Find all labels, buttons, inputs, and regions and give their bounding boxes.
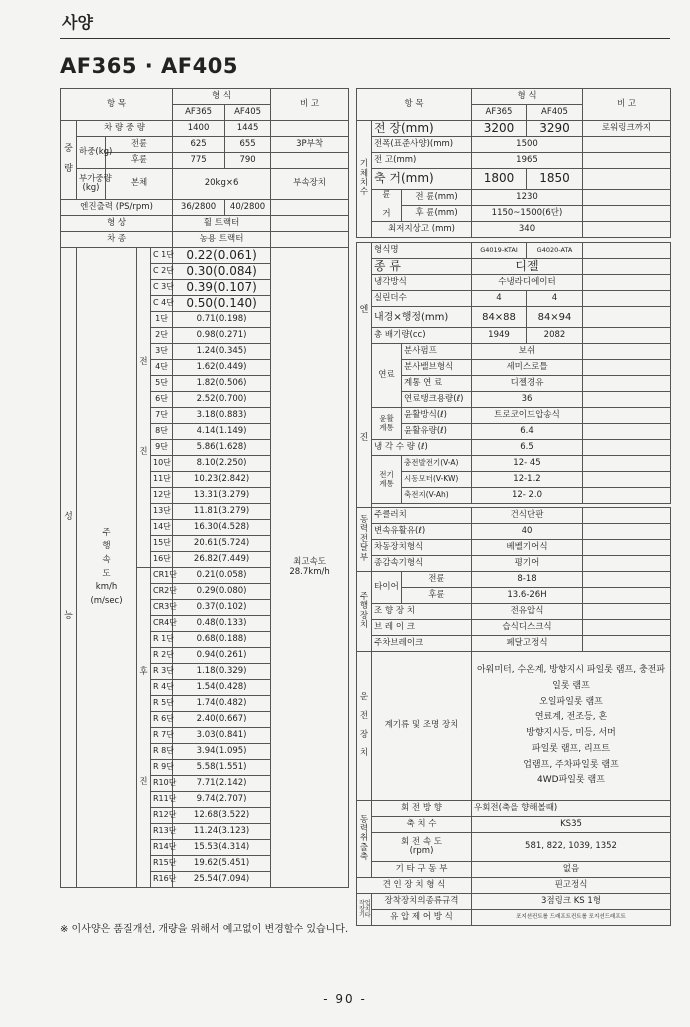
footnote: ※ 이사양은 품질개선, 개량을 위해서 예고없이 변경할수 있습니다. xyxy=(60,924,349,935)
cooling-value: 수냉라디에이터 xyxy=(472,275,583,291)
speed-value: 12.68(3.522) xyxy=(173,808,271,824)
reverse-label-1: 후 xyxy=(139,667,148,678)
form-label: 형 상 xyxy=(61,216,173,232)
generator-value: 12- 45 xyxy=(472,456,583,472)
gear-label: CR2단 xyxy=(151,584,173,600)
pto-shaft-value: KS35 xyxy=(472,817,671,833)
elec-side-label: 전기 계통 xyxy=(372,456,402,504)
battery-label: 축전지(V-Ah) xyxy=(402,488,472,504)
gear-label: R 3단 xyxy=(151,664,173,680)
speed-value: 1.24(0.345) xyxy=(173,344,271,360)
speed-value: 2.52(0.700) xyxy=(173,392,271,408)
ballast-body-value: 20kg×6 xyxy=(173,169,271,200)
bore-stroke-v1: 84×88 xyxy=(472,307,527,328)
speed-value: 0.30(0.084) xyxy=(173,264,271,280)
cooling-note xyxy=(583,275,671,291)
length-v2: 3290 xyxy=(527,121,583,137)
fuel-side-label: 연료 xyxy=(372,344,402,408)
speed-value: 3.94(1.095) xyxy=(173,744,271,760)
implement-group-label: 작업 장치 기타 xyxy=(357,894,372,926)
speed-value: 26.82(7.449) xyxy=(173,552,271,568)
implement-hyd-label: 유 압 제 어 방 식 xyxy=(372,910,472,926)
bore-stroke-label: 내경×행정(mm) xyxy=(372,307,472,328)
engine-model-note xyxy=(583,243,671,259)
clutch-label: 주클러치 xyxy=(372,508,472,524)
gear-label: R 7단 xyxy=(151,728,173,744)
gear-label: 9단 xyxy=(151,440,173,456)
speed-value: 0.39(0.107) xyxy=(173,280,271,296)
gear-label: C 3단 xyxy=(151,280,173,296)
speed-value: 13.31(3.279) xyxy=(173,488,271,504)
right-head-item: 항 목 xyxy=(357,89,472,121)
generator-label: 충전발전기(V-A) xyxy=(402,456,472,472)
bore-stroke-v2: 84×94 xyxy=(527,307,583,328)
gear-label: R10단 xyxy=(151,776,173,792)
starter-value: 12-1.2 xyxy=(472,472,583,488)
length-v1: 3200 xyxy=(472,121,527,137)
speed-value: 5.58(1.551) xyxy=(173,760,271,776)
left-head-model2: AF405 xyxy=(225,105,271,121)
vehicle-weight-v1: 1400 xyxy=(173,121,225,137)
implement-type-label: 장착장치의종류규격 xyxy=(372,894,472,910)
pto-other-value: 없음 xyxy=(472,862,671,878)
fuel-kind-label: 계통 연 료 xyxy=(402,376,472,392)
right-head-type: 형 식 xyxy=(472,89,583,105)
gear-label: 12단 xyxy=(151,488,173,504)
fuel-kind-note xyxy=(583,376,671,392)
speed-value: 0.50(0.140) xyxy=(173,296,271,312)
pto-dir-value: 우회전(축을 향해볼때) xyxy=(472,801,671,817)
bore-stroke-note xyxy=(583,307,671,328)
gear-label: 1단 xyxy=(151,312,173,328)
engine-output-v2: 40/2800 xyxy=(225,200,271,216)
ballast-body-note: 부속장치 xyxy=(271,169,349,200)
gear-label: R 1단 xyxy=(151,632,173,648)
width-label: 전폭(표준사양)(mm) xyxy=(372,137,472,153)
form-value: 휠 트랙터 xyxy=(173,216,271,232)
cooling-label: 냉각방식 xyxy=(372,275,472,291)
forward-label-2: 진 xyxy=(139,446,148,457)
gear-label: 2단 xyxy=(151,328,173,344)
height-label: 전 고(mm) xyxy=(372,153,472,169)
gear-label: 7단 xyxy=(151,408,173,424)
form-note xyxy=(271,216,349,232)
left-head-note: 비 고 xyxy=(271,89,349,121)
width-value: 1500 xyxy=(472,137,583,153)
speed-value: 0.29(0.080) xyxy=(173,584,271,600)
diff-value: 베벨기어식 xyxy=(472,540,583,556)
parking-label: 주차브레이크 xyxy=(372,636,472,652)
weight-group-label: 중 량 xyxy=(61,121,77,200)
tire-front-note xyxy=(583,572,671,588)
gear-label: R12단 xyxy=(151,808,173,824)
power-group-label: 동 력 전 달 부 xyxy=(357,508,372,572)
implement-hyd-value: 포지션컨트롤 드래프트컨트롤 포지션드래프트 xyxy=(472,910,671,926)
final-drive-note xyxy=(583,556,671,572)
speed-value: 1.82(0.506) xyxy=(173,376,271,392)
trans-oil-label: 변속유활유(ℓ) xyxy=(372,524,472,540)
lights-group-label: 운 전 장 치 xyxy=(357,652,372,801)
speed-value: 11.24(3.123) xyxy=(173,824,271,840)
wheelbase-v1: 1800 xyxy=(472,169,527,190)
gear-label: 14단 xyxy=(151,520,173,536)
tread-front-label: 전 륜(mm) xyxy=(402,190,472,206)
engine-output-label: 엔진출력 (PS/rpm) xyxy=(61,200,173,216)
speed-value: 8.10(2.250) xyxy=(173,456,271,472)
fuel-nozzle-value: 세미스로틀 xyxy=(472,360,583,376)
displacement-v1: 1949 xyxy=(472,328,527,344)
section-title: 사양 xyxy=(62,13,93,32)
fuel-tank-value: 36 xyxy=(472,392,583,408)
tire-rear-label: 후륜 xyxy=(402,588,472,604)
speed-value: 3.03(0.841) xyxy=(173,728,271,744)
kind-label: 차 종 xyxy=(61,232,173,248)
tread-rear-value: 1150~1500(6단) xyxy=(472,206,583,222)
left-head-row xyxy=(61,89,349,105)
battery-note xyxy=(583,488,671,504)
gear-label: R 2단 xyxy=(151,648,173,664)
displacement-note xyxy=(583,328,671,344)
height-value: 1965 xyxy=(472,153,583,169)
speed-value: 20.61(5.724) xyxy=(173,536,271,552)
implement-type-value: 3점링크 KS 1형 xyxy=(472,894,671,910)
gear-label: 13단 xyxy=(151,504,173,520)
tread-front-note xyxy=(583,190,671,206)
gear-label: R 8단 xyxy=(151,744,173,760)
fuel-nozzle-label: 분사밸브형식 xyxy=(402,360,472,376)
page-number: - 90 - xyxy=(323,992,367,1006)
steering-note xyxy=(583,604,671,620)
vehicle-weight-label: 차 량 중 량 xyxy=(77,121,173,137)
pto-dir-label: 회 전 방 향 xyxy=(372,801,472,817)
right-head-model2: AF405 xyxy=(527,105,583,121)
tread-rear-note xyxy=(583,206,671,222)
left-head-item: 항 목 xyxy=(61,89,173,121)
cylinders-note xyxy=(583,291,671,307)
left-head-type: 형 식 xyxy=(173,89,271,105)
lub-side-label: 윤활 계통 xyxy=(372,408,402,440)
engine-group-label: 엔 진 xyxy=(357,243,372,508)
steering-label: 조 향 장 치 xyxy=(372,604,472,620)
brake-label: 브 레 이 크 xyxy=(372,620,472,636)
lub-capacity-label: 윤활유량(ℓ) xyxy=(402,424,472,440)
displacement-v2: 2082 xyxy=(527,328,583,344)
hitch-label: 견 인 장 치 형 식 xyxy=(357,878,472,894)
lub-method-note xyxy=(583,408,671,424)
wheelbase-note xyxy=(583,169,671,190)
kind-note xyxy=(271,232,349,248)
pto-group-label: 동 력 취 출 축 xyxy=(357,801,372,878)
speed-value: 10.23(2.842) xyxy=(173,472,271,488)
speed-value: 0.94(0.261) xyxy=(173,648,271,664)
speed-value: 19.62(5.451) xyxy=(173,856,271,872)
gear-label: 15단 xyxy=(151,536,173,552)
fuel-tank-note xyxy=(583,392,671,408)
tread-side-label: 륜 거 xyxy=(372,190,402,222)
vehicle-weight-v2: 1445 xyxy=(225,121,271,137)
gear-label: R 9단 xyxy=(151,760,173,776)
engine-type-note xyxy=(583,259,671,275)
tire-front-value: 8-18 xyxy=(472,572,583,588)
speed-value: 0.68(0.188) xyxy=(173,632,271,648)
front-load-note: 3P부착 xyxy=(271,137,349,153)
final-drive-label: 종감속기형식 xyxy=(372,556,472,572)
fuel-tank-label: 연료탱크용량(ℓ) xyxy=(402,392,472,408)
gear-label: R14단 xyxy=(151,840,173,856)
speed-value: 5.86(1.628) xyxy=(173,440,271,456)
tire-rear-note xyxy=(583,588,671,604)
gear-label: 8단 xyxy=(151,424,173,440)
engine-model-label: 형식명 xyxy=(372,243,472,259)
right-head-note: 비 고 xyxy=(583,89,671,121)
rear-load-label: 후륜 xyxy=(106,153,173,169)
pto-speed-value: 581, 822, 1039, 1352 xyxy=(472,833,671,862)
left-spec-table xyxy=(60,88,349,888)
lub-method-value: 트로코이드압송식 xyxy=(472,408,583,424)
gear-label: R13단 xyxy=(151,824,173,840)
cylinders-v2: 4 xyxy=(527,291,583,307)
model-title: AF365 · AF405 xyxy=(60,54,238,78)
pto-speed-label: 회 전 속 도 (rpm) xyxy=(372,833,472,862)
clearance-value: 340 xyxy=(472,222,583,238)
wheelbase-v2: 1850 xyxy=(527,169,583,190)
rear-load-note xyxy=(271,153,349,169)
clutch-note xyxy=(583,508,671,524)
tire-rear-value: 13.6-26H xyxy=(472,588,583,604)
rear-load-v1: 775 xyxy=(173,153,225,169)
speed-value: 0.21(0.058) xyxy=(173,568,271,584)
battery-value: 12- 2.0 xyxy=(472,488,583,504)
gear-label: C 4단 xyxy=(151,296,173,312)
parking-note xyxy=(583,636,671,652)
gear-label: R11단 xyxy=(151,792,173,808)
gear-label: 10단 xyxy=(151,456,173,472)
trans-oil-value: 40 xyxy=(472,524,583,540)
speed-value: 1.54(0.428) xyxy=(173,680,271,696)
speed-value: 3.18(0.883) xyxy=(173,408,271,424)
width-note xyxy=(583,137,671,153)
speed-value: 15.53(4.314) xyxy=(173,840,271,856)
fuel-pump-note xyxy=(583,344,671,360)
gear-label: C 2단 xyxy=(151,264,173,280)
max-speed-note: 최고속도 28.7km/h xyxy=(271,248,349,888)
gear-label: 6단 xyxy=(151,392,173,408)
front-load-label: 전륜 xyxy=(106,137,173,153)
gear-label: 5단 xyxy=(151,376,173,392)
brake-note xyxy=(583,620,671,636)
gear-label: CR3단 xyxy=(151,600,173,616)
lub-capacity-note xyxy=(583,424,671,440)
lub-method-label: 윤활방식(ℓ) xyxy=(402,408,472,424)
speed-value: 16.30(4.528) xyxy=(173,520,271,536)
coolant-label: 냉 각 수 량 (ℓ) xyxy=(372,440,472,456)
speed-value: 9.74(2.707) xyxy=(173,792,271,808)
tire-side-label: 타이어 xyxy=(372,572,402,604)
hitch-value: 핀고정식 xyxy=(472,878,671,894)
performance-group-label: 성 능 xyxy=(61,248,77,888)
cylinders-v1: 4 xyxy=(472,291,527,307)
gear-label: 4단 xyxy=(151,360,173,376)
right-head-model1: AF365 xyxy=(472,105,527,121)
coolant-note xyxy=(583,440,671,456)
length-note: 로워링크까지 xyxy=(583,121,671,137)
header-rule xyxy=(60,38,670,39)
tread-front-value: 1230 xyxy=(472,190,583,206)
reverse-label xyxy=(137,568,151,888)
gear-label: 16단 xyxy=(151,552,173,568)
speed-value: 0.71(0.198) xyxy=(173,312,271,328)
speed-value: 1.74(0.482) xyxy=(173,696,271,712)
ballast-body-label: 본체 xyxy=(106,169,173,200)
tire-front-label: 전륜 xyxy=(402,572,472,588)
gear-label: C 1단 xyxy=(151,248,173,264)
starter-label: 시동모터(V-KW) xyxy=(402,472,472,488)
speed-value: 11.81(3.279) xyxy=(173,504,271,520)
brake-value: 습식디스크식 xyxy=(472,620,583,636)
speed-row xyxy=(61,248,349,264)
clearance-label: 최저지상고 (mm) xyxy=(372,222,472,238)
gear-label: CR1단 xyxy=(151,568,173,584)
engine-output-note xyxy=(271,200,349,216)
fuel-nozzle-note xyxy=(583,360,671,376)
pto-shaft-label: 축 치 수 xyxy=(372,817,472,833)
forward-label-1: 전 xyxy=(139,357,148,368)
diff-note xyxy=(583,540,671,556)
clutch-value: 건식단판 xyxy=(472,508,583,524)
lights-label: 계기류 및 조명 장치 xyxy=(372,652,472,801)
gear-label: 3단 xyxy=(151,344,173,360)
fuel-pump-value: 보쉬 xyxy=(472,344,583,360)
engine-model-v2: G4020-ATA xyxy=(527,243,583,259)
coolant-value: 6.5 xyxy=(472,440,583,456)
load-label: 하중(kg) xyxy=(77,137,106,169)
left-head-model1: AF365 xyxy=(173,105,225,121)
clearance-note xyxy=(583,222,671,238)
final-drive-value: 평기어 xyxy=(472,556,583,572)
reverse-label-2: 진 xyxy=(139,776,148,787)
steering-value: 전유압식 xyxy=(472,604,583,620)
lights-value: 아워미터, 수온계, 방향지시 파일롯 램프, 충전파일롯 램프 오일파일롯 램프 연료계, 전조등, 혼 방향지시등, 미등, 서머 파일롯 램프, 리프트 업램프, 주차파일롯 램프 4WD파일롯 램프 xyxy=(472,652,671,801)
engine-type-label: 종 류 xyxy=(372,259,472,275)
engine-output-v1: 36/2800 xyxy=(173,200,225,216)
speed-value: 7.71(2.142) xyxy=(173,776,271,792)
pto-other-label: 기 타 구 동 부 xyxy=(372,862,472,878)
gear-label: CR4단 xyxy=(151,616,173,632)
kind-value: 농용 트랙터 xyxy=(173,232,271,248)
fuel-kind-value: 디젤경유 xyxy=(472,376,583,392)
engine-model-v1: G4019-KTAI xyxy=(472,243,527,259)
trans-oil-note xyxy=(583,524,671,540)
speed-value: 0.98(0.271) xyxy=(173,328,271,344)
rear-load-v2: 790 xyxy=(225,153,271,169)
length-label: 전 장(mm) xyxy=(372,121,472,137)
tread-rear-label: 후 륜(mm) xyxy=(402,206,472,222)
fuel-pump-label: 분사펌프 xyxy=(402,344,472,360)
vehicle-weight-note xyxy=(271,121,349,137)
gear-label: R 5단 xyxy=(151,696,173,712)
speed-value: 1.18(0.329) xyxy=(173,664,271,680)
gear-label: R16단 xyxy=(151,872,173,888)
height-note xyxy=(583,153,671,169)
front-load-v2: 655 xyxy=(225,137,271,153)
wheelbase-label: 축 거(mm) xyxy=(372,169,472,190)
diff-label: 차동장치형식 xyxy=(372,540,472,556)
gear-label: R 4단 xyxy=(151,680,173,696)
speed-value: 0.22(0.061) xyxy=(173,248,271,264)
speed-value: 1.62(0.449) xyxy=(173,360,271,376)
gear-label: 11단 xyxy=(151,472,173,488)
travel-speed-label: 주 행 속 도 km/h (m/sec) xyxy=(77,248,137,888)
body-group-label: 기 체 치 수 xyxy=(357,121,372,238)
running-group-label: 주 행 장 치 xyxy=(357,572,372,652)
parking-value: 페달고정식 xyxy=(472,636,583,652)
speed-value: 25.54(7.094) xyxy=(173,872,271,888)
gear-label: R 6단 xyxy=(151,712,173,728)
right-spec-table xyxy=(356,88,671,926)
displacement-label: 총 배기량(cc) xyxy=(372,328,472,344)
forward-label xyxy=(137,248,151,568)
speed-value: 0.37(0.102) xyxy=(173,600,271,616)
lub-capacity-value: 6.4 xyxy=(472,424,583,440)
speed-value: 0.48(0.133) xyxy=(173,616,271,632)
gear-label: R15단 xyxy=(151,856,173,872)
starter-note xyxy=(583,472,671,488)
generator-note xyxy=(583,456,671,472)
cylinders-label: 실린더수 xyxy=(372,291,472,307)
speed-value: 2.40(0.667) xyxy=(173,712,271,728)
engine-type-value: 디젤 xyxy=(472,259,583,275)
speed-value: 4.14(1.149) xyxy=(173,424,271,440)
ballast-label: 부가중량 (kg) xyxy=(77,169,106,200)
front-load-v1: 625 xyxy=(173,137,225,153)
